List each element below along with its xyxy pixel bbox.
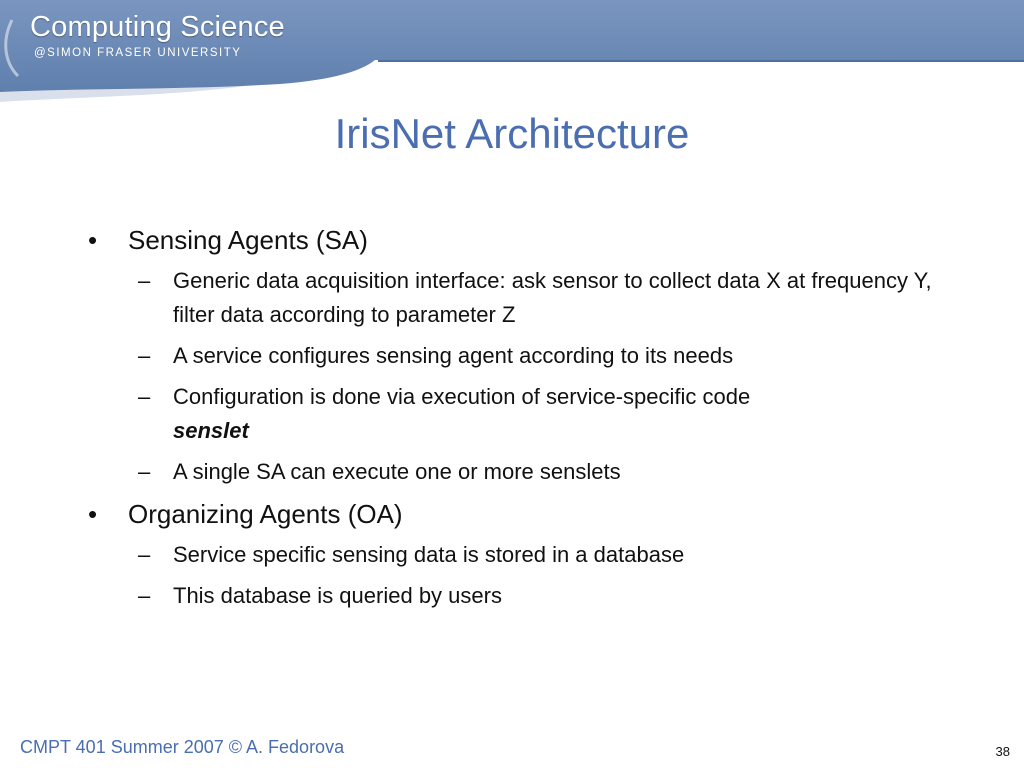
sub-bullet-text: Generic data acquisition interface: ask sensor to collect data X at frequency Y, filter data according to parameter Z [173, 268, 932, 327]
dash-marker: – [138, 459, 151, 484]
sub-bullet-item [88, 538, 948, 572]
sub-bullet-item [88, 579, 948, 613]
bullet-text: Sensing Agents (SA) [128, 225, 368, 255]
sub-bullet-text: A service configures sensing agent according to its needs [173, 343, 734, 368]
bullet-text: Organizing Agents (OA) [128, 499, 403, 529]
sub-bullet-item [88, 339, 948, 373]
dash-marker: – [138, 384, 151, 409]
bullet-item [88, 222, 948, 258]
slide-content [88, 222, 948, 620]
sub-bullet-text: This database is queried by users [173, 583, 502, 608]
sub-bullet-item [88, 380, 948, 448]
slide-title: IrisNet Architecture [334, 110, 690, 157]
bullet-marker: • [88, 225, 98, 255]
header-banner [0, 0, 1024, 104]
dash-marker: – [138, 583, 151, 608]
sub-bullet-item [88, 455, 948, 489]
dash-marker: – [138, 542, 151, 567]
sub-bullet-text: Configuration is done via execution of service-specific code [173, 384, 751, 409]
emphasis-term: senslet [173, 418, 249, 443]
dash-marker: – [138, 343, 151, 368]
sub-bullet-text: Service specific sensing data is stored in a database [173, 542, 685, 567]
brand-title: Computing Science [30, 11, 285, 43]
page-number: 38 [995, 744, 1010, 759]
brand-subtitle: @SIMON FRASER UNIVERSITY [34, 47, 242, 59]
sub-bullet-text: A single SA can execute one or more senslets [173, 459, 621, 484]
dash-marker: – [138, 268, 151, 293]
footer-course: CMPT 401 Summer 2007 © A. Fedorova [20, 737, 345, 757]
bullet-item [88, 496, 948, 532]
brand-logo [30, 10, 285, 60]
bullet-marker: • [88, 499, 98, 529]
sub-bullet-item [88, 264, 948, 332]
